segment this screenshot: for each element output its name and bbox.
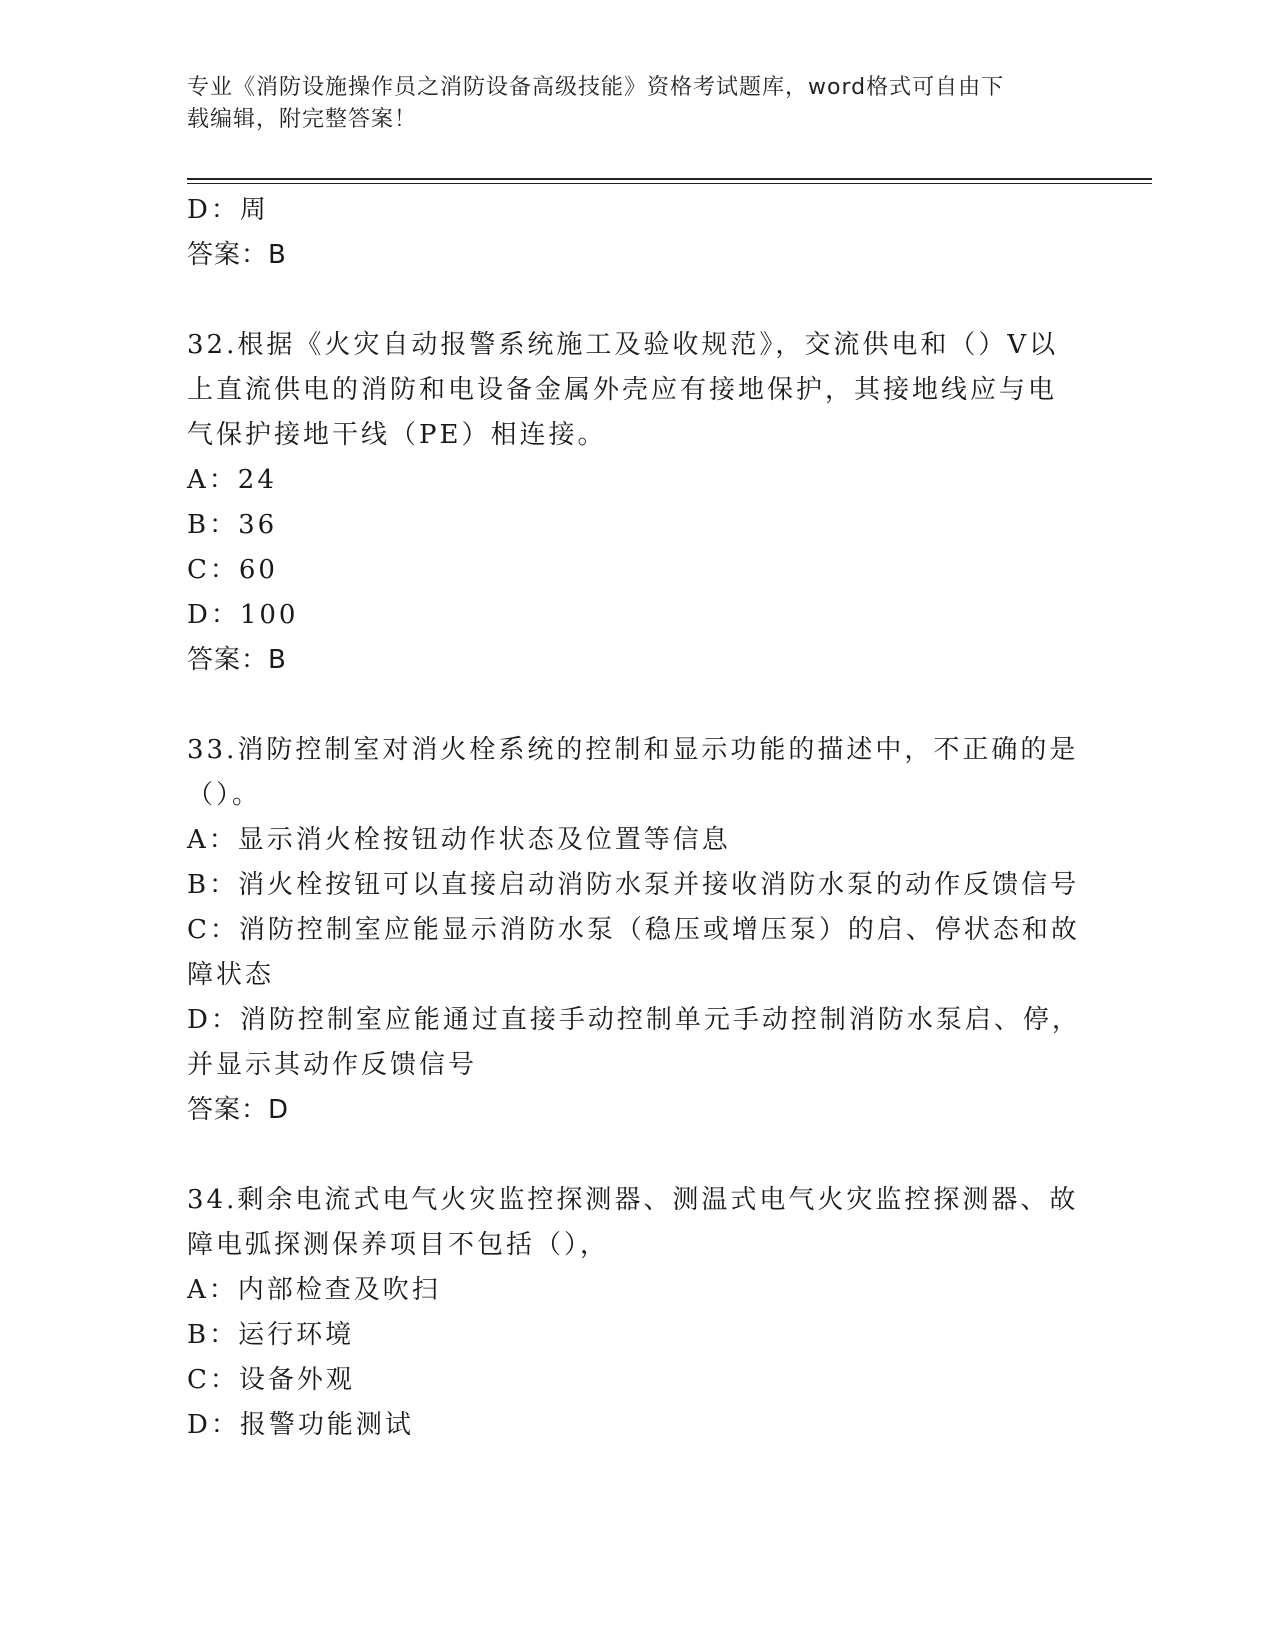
option-c: C：设备外观 (187, 1365, 355, 1395)
spacer (187, 278, 1067, 323)
spacer (187, 683, 1067, 728)
question-text-line: 34.剩余电流式电气火灾监控探测器、测温式电气火灾监控探测器、故 (187, 1185, 1079, 1215)
document-body (187, 188, 1081, 1448)
option-c-continued: 障状态 (187, 960, 275, 990)
answer-line: 答案：B (187, 645, 287, 675)
option-d: D：100 (187, 600, 299, 630)
option-a: A：显示消火栓按钮动作状态及位置等信息 (187, 825, 731, 855)
option-b: B：运行环境 (187, 1320, 355, 1350)
option-b: B：消火栓按钮可以直接启动消防水泵并接收消防水泵的动作反馈信号 (187, 870, 1080, 900)
question-text-line: 上直流供电的消防和电设备金属外壳应有接地保护，其接地线应与电 (187, 375, 1058, 405)
question-33 (187, 728, 1081, 1133)
option-d: D：报警功能测试 (187, 1410, 414, 1440)
option-b: B：36 (187, 510, 278, 540)
question-text-line: 32.根据《火灾自动报警系统施工及验收规范》，交流供电和（）V以 (187, 330, 1059, 360)
question-32 (187, 323, 1067, 683)
option-c: C：60 (187, 555, 278, 585)
header-divider-thin (187, 183, 1152, 184)
question-text-line: 33.消防控制室对消火栓系统的控制和显示功能的描述中，不正确的是 (187, 735, 1079, 765)
previous-question-tail (187, 188, 1067, 278)
header-line-1: 专业《消防设施操作员之消防设备高级技能》资格考试题库，word格式可自由下 (187, 75, 1005, 100)
spacer (187, 1133, 1067, 1178)
option-d: D：周 (187, 195, 269, 225)
question-text-line: （）。 (187, 780, 262, 810)
answer-line: 答案：B (187, 240, 287, 270)
question-text-line: 气保护接地干线（PE）相连接。 (187, 420, 607, 450)
option-d-continued: 并显示其动作反馈信号 (187, 1050, 478, 1080)
question-34 (187, 1178, 1079, 1448)
page-header (187, 72, 1067, 136)
option-d: D：消防控制室应能通过直接手动控制单元手动控制消防水泵启、停， (187, 1005, 1081, 1035)
question-text-line: 障电弧探测保养项目不包括（）， (187, 1230, 610, 1260)
header-divider-thick (187, 178, 1152, 180)
option-a: A：24 (187, 465, 277, 495)
option-c: C：消防控制室应能显示消防水泵（稳压或增压泵）的启、停状态和故 (187, 915, 1080, 945)
answer-line: 答案：D (187, 1095, 290, 1125)
header-line-2: 载编辑，附完整答案！ (187, 107, 418, 132)
option-a: A：内部检查及吹扫 (187, 1275, 441, 1305)
